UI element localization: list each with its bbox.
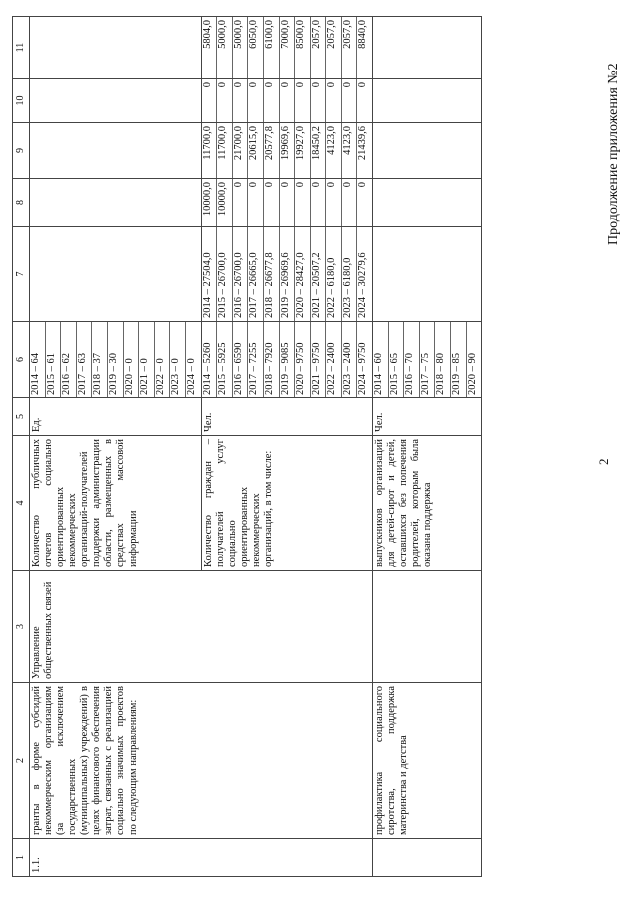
list-item: 6050,0	[248, 17, 264, 78]
list-item: 2022 – 2400	[326, 322, 342, 397]
list-item: 2019 – 85	[451, 322, 467, 397]
header-cell: 5	[13, 398, 30, 436]
list-item: 8840,0	[357, 20, 369, 49]
list-item: 2020 – 28427,0	[295, 227, 311, 321]
header-cell: 3	[13, 571, 30, 683]
indicator-name: Количество граждан – получателей услуг социально ориентированных некоммерческих организаций, в том числе:	[201, 436, 373, 571]
list-item: 2017 – 63	[77, 322, 93, 397]
executor-text: Управление общественных связей	[30, 571, 373, 683]
appendix-table	[12, 16, 482, 877]
list-item: 2023 – 2400	[342, 322, 358, 397]
list-item: 4123,0	[326, 123, 342, 178]
list-item: 2015 – 65	[389, 322, 405, 397]
empty-cell	[373, 123, 482, 179]
list-item: 0	[233, 179, 249, 226]
list-item: 2014 – 27504,0	[202, 227, 218, 321]
list-item: 21700,0	[233, 123, 249, 178]
list-item: 2057,0	[342, 17, 358, 78]
empty-cell	[30, 17, 202, 79]
list-item: 2023 – 0	[170, 322, 186, 397]
indicator-name: Количество публичных отчетов социально ориентированных некоммерческих организаций-получателей поддержки администрации области, размещенных в средствах массовой информации	[30, 436, 202, 571]
list-item: 2018 – 7920	[264, 322, 280, 397]
list-item: 0	[326, 179, 342, 226]
header-cell: 11	[13, 17, 30, 79]
list-item: 0	[295, 179, 311, 226]
list-item: 2015 – 26700,0	[217, 227, 233, 321]
empty-cell	[373, 227, 482, 322]
list-item: 2021 – 9750	[311, 322, 327, 397]
list-item: 2019 – 30	[108, 322, 124, 397]
indicator-name: выпускников организаций для детей-сирот и детей, оставшихся без попечения родителей, которым была оказана поддержка	[373, 436, 482, 571]
list-item: 2021 – 20507,2	[311, 227, 327, 321]
header-cell: 10	[13, 79, 30, 123]
list-item: 0	[248, 179, 264, 226]
list-item: 0	[264, 179, 280, 226]
list-item: 0	[202, 79, 218, 122]
list-item: 2024 – 30279,6	[357, 252, 369, 318]
list-item: 0	[233, 79, 249, 122]
list-item: 2024 – 9750	[357, 342, 369, 395]
row-number: 1.1.	[30, 839, 373, 877]
header-cell: 2	[13, 683, 30, 839]
list-item: 0	[217, 79, 233, 122]
table-row	[30, 17, 202, 877]
list-item: 2020 – 0	[124, 322, 140, 397]
list-item: 0	[248, 79, 264, 122]
empty-cell	[373, 839, 482, 877]
list-item: 0	[264, 79, 280, 122]
empty-cell	[30, 79, 202, 123]
list-item: 7000,0	[280, 17, 296, 78]
indicator-values	[201, 322, 373, 398]
list-item: 2018 – 37	[92, 322, 108, 397]
list-item: 6100,0	[264, 17, 280, 78]
page-number: 2	[596, 458, 611, 465]
list-item: 2024 – 0	[185, 358, 197, 395]
list-item: 2022 – 0	[155, 322, 171, 397]
header-cell: 9	[13, 123, 30, 179]
continuation-heading: Продолжение приложения №2	[606, 63, 621, 245]
indicator-unit: Чел.	[373, 398, 482, 436]
funding-total-column	[201, 227, 373, 322]
list-item: 2017 – 75	[420, 322, 436, 397]
list-item: 2017 – 7255	[248, 322, 264, 397]
header-cell: 7	[13, 227, 30, 322]
indicator-unit: Ед.	[30, 398, 202, 436]
list-item: 20615,0	[248, 123, 264, 178]
empty-cell	[373, 79, 482, 123]
empty-cell	[373, 17, 482, 79]
list-item: 2015 – 61	[46, 322, 62, 397]
list-item: 0	[295, 79, 311, 122]
list-item: 19969,6	[280, 123, 296, 178]
list-item: 2014 – 5260	[202, 322, 218, 397]
table-row	[373, 17, 482, 877]
empty-cell	[373, 571, 482, 683]
list-item: 5000,0	[217, 17, 233, 78]
list-item: 0	[311, 179, 327, 226]
list-item: 2018 – 80	[435, 322, 451, 397]
header-cell: 1	[13, 839, 30, 877]
list-item: 5000,0	[233, 17, 249, 78]
list-item: 2016 – 6590	[233, 322, 249, 397]
list-item: 2057,0	[326, 17, 342, 78]
empty-cell	[30, 227, 202, 322]
indicator-values	[373, 322, 482, 398]
list-item: 11700,0	[202, 123, 218, 178]
list-item: 0	[326, 79, 342, 122]
list-item: 0	[357, 82, 369, 88]
list-item: 2022 – 6180,0	[326, 227, 342, 321]
list-item: 11700,0	[217, 123, 233, 178]
funding-column-8	[201, 179, 373, 227]
list-item: 0	[311, 79, 327, 122]
list-item: 4123,0	[342, 123, 358, 178]
header-cell: 8	[13, 179, 30, 227]
empty-cell	[373, 179, 482, 227]
list-item: 2016 – 62	[61, 322, 77, 397]
list-item: 2018 – 26677,8	[264, 227, 280, 321]
funding-column-11	[201, 17, 373, 79]
list-item: 2020 – 90	[466, 353, 478, 395]
measure-text: гранты в форме субсидий некоммерческим организациям (за исключением государственных (муниципальных) учреждений) в целях финансового обеспечения затрат, связанных с реализацией социально значимых проектов по следующим направлениям:	[30, 683, 373, 839]
list-item: 19927,0	[295, 123, 311, 178]
list-item: 2021 – 0	[139, 322, 155, 397]
list-item: 20577,8	[264, 123, 280, 178]
list-item: 0	[342, 79, 358, 122]
indicator-unit: Чел.	[201, 398, 373, 436]
list-item: 10000,0	[217, 179, 233, 226]
list-item: 2019 – 26969,6	[280, 227, 296, 321]
list-item: 0	[280, 179, 296, 226]
list-item: 21439,6	[357, 126, 369, 161]
funding-column-10	[201, 79, 373, 123]
list-item: 2014 – 64	[30, 322, 46, 397]
list-item: 0	[342, 179, 358, 226]
list-item: 2057,0	[311, 17, 327, 78]
list-item: 2014 – 60	[373, 322, 389, 397]
measure-text: профилактика социального сиротства, поддержка материнства и детства	[373, 683, 482, 839]
header-row	[13, 17, 30, 877]
header-cell: 4	[13, 436, 30, 571]
funding-column-9	[201, 123, 373, 179]
list-item: 2020 – 9750	[295, 322, 311, 397]
list-item: 2016 – 26700,0	[233, 227, 249, 321]
list-item: 0	[357, 182, 369, 188]
list-item: 8500,0	[295, 17, 311, 78]
list-item: 2019 – 9085	[280, 322, 296, 397]
list-item: 0	[280, 79, 296, 122]
list-item: 5804,0	[202, 17, 218, 78]
list-item: 2016 – 70	[404, 322, 420, 397]
list-item: 10000,0	[202, 179, 218, 226]
indicator-values	[30, 322, 202, 398]
list-item: 2015 – 5925	[217, 322, 233, 397]
empty-cell	[30, 123, 202, 179]
list-item: 2023 – 6180,0	[342, 227, 358, 321]
list-item: 18450,2	[311, 123, 327, 178]
list-item: 2017 – 26665,0	[248, 227, 264, 321]
header-cell: 6	[13, 322, 30, 398]
empty-cell	[30, 179, 202, 227]
